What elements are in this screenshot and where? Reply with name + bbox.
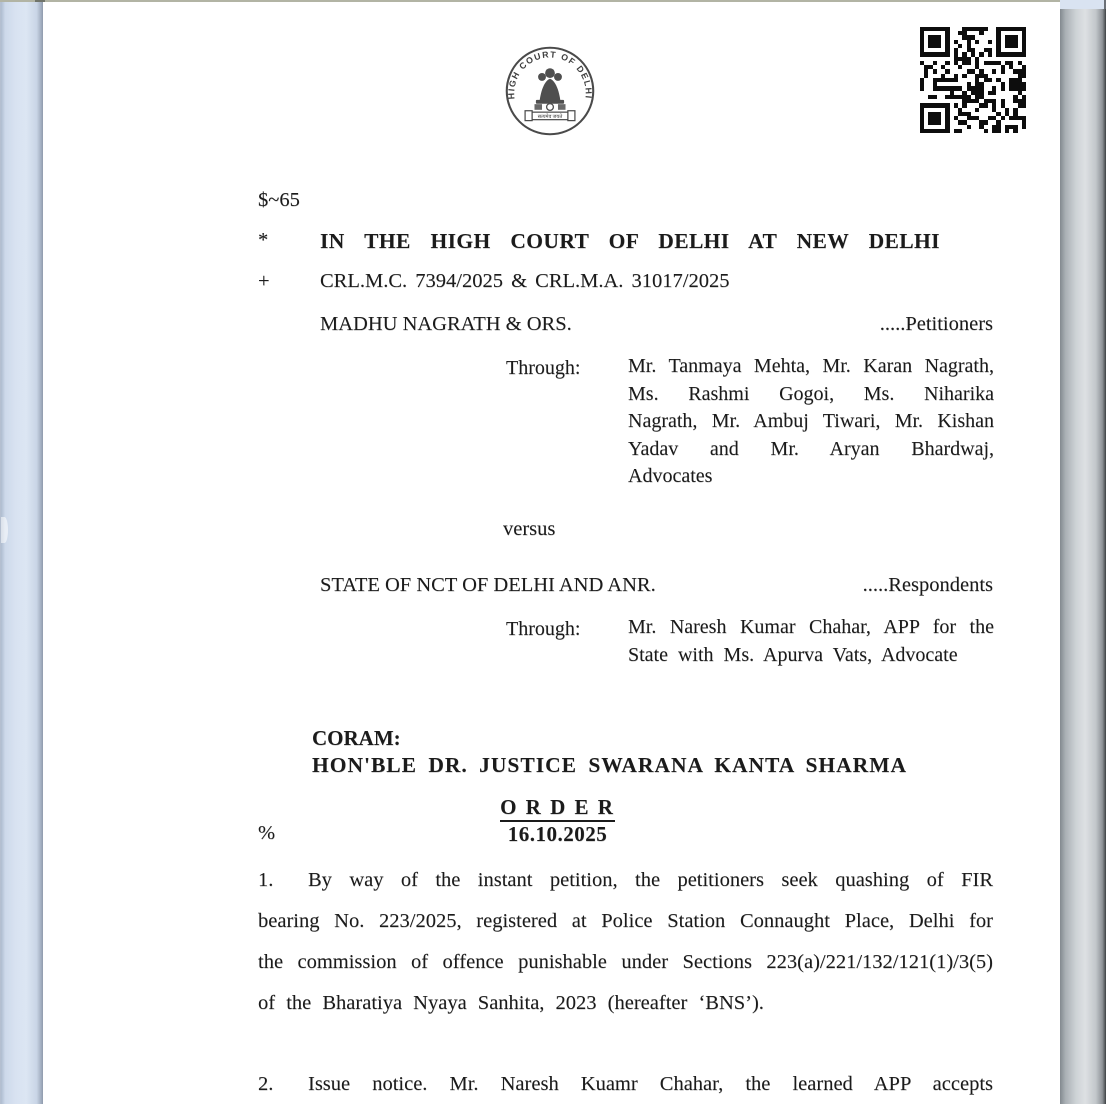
respondent-designation: .....Respondents — [862, 574, 993, 596]
order-heading: O R D E R — [43, 795, 1060, 820]
petitioner-name: MADHU NAGRATH & ORS. — [320, 313, 572, 335]
coram-judge: HON'BLE DR. JUSTICE SWARANA KANTA SHARMA — [312, 753, 908, 777]
petitioner-through-label: Through: — [506, 357, 581, 379]
paragraph-number: 2. — [258, 1073, 274, 1095]
high-court-emblem-icon — [503, 42, 597, 140]
case-number: CRL.M.C. 7394/2025 & CRL.M.A. 31017/2025 — [320, 270, 730, 292]
filing-number: $~65 — [258, 189, 300, 211]
respondent-through-label: Through: — [506, 618, 581, 640]
star-marker: * — [258, 229, 269, 251]
lion-capital-icon — [534, 68, 565, 110]
corner-background — [1060, 0, 1106, 9]
petitioner-designation: .....Petitioners — [879, 313, 993, 335]
order-paragraph — [258, 1064, 993, 1104]
petitioner-counsel: Mr. Tanmaya Mehta, Mr. Karan Nagrath, Ms. Rashmi Gogoi, Ms. Niharika Nagrath, Mr. Ambuj Tiwari, Mr. Kishan Yadav and Mr. Aryan Bhardwaj, Advocates — [628, 355, 994, 488]
petitioner-row — [320, 313, 993, 336]
motto-ribbon — [525, 111, 575, 121]
emblem-ring-text: HIGH COURT OF DELHI — [506, 49, 594, 100]
respondent-name: STATE OF NCT OF DELHI AND ANR. — [320, 574, 656, 596]
plus-marker: + — [258, 270, 270, 292]
emblem-motto-text: सत्यमेव जयते — [537, 114, 563, 121]
respondent-row — [320, 574, 993, 597]
document-page — [43, 2, 1060, 1104]
order-date: 16.10.2025 — [507, 822, 608, 846]
percent-marker: % — [258, 822, 276, 844]
paragraph-text: Issue notice. Mr. Naresh Kuamr Chahar, the learned APP accepts — [308, 1073, 993, 1095]
versus-label: versus — [503, 518, 556, 540]
respondent-counsel: Mr. Naresh Kumar Chahar, APP for the State with Ms. Apurva Vats, Advocate — [628, 616, 994, 666]
coram-label: CORAM: — [312, 726, 401, 750]
qr-code — [920, 27, 1026, 133]
paragraph-text: By way of the instant petition, the petitioners seek quashing of FIR bearing No. 223/2025, registered at Police Station Connaught Place, Delhi for the commission of offence punishable under Sections 223(a)/221/132/121(1)/3(5) of the Bharatiya Nyaya Sanhita, 2023 (hereafter ‘BNS’). — [258, 869, 993, 1014]
order-paragraph — [258, 860, 993, 1024]
left-page-edge — [0, 2, 43, 1104]
paragraph-number: 1. — [258, 869, 274, 891]
court-title: IN THE HIGH COURT OF DELHI AT NEW DELHI — [320, 229, 940, 253]
scan-notch — [1, 517, 8, 543]
right-page-edge — [1060, 9, 1106, 1104]
